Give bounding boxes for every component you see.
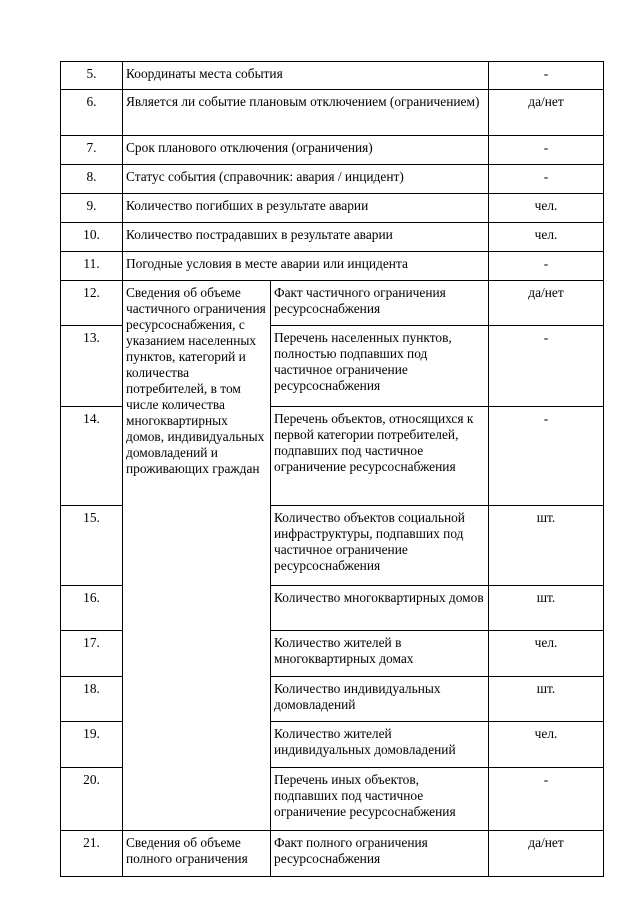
row-description: Погодные условия в месте аварии или инцидента bbox=[123, 252, 489, 281]
row-number: 19. bbox=[61, 722, 123, 768]
row-description: Координаты места события bbox=[123, 62, 489, 90]
row-number: 17. bbox=[61, 631, 123, 677]
group-label-partial: Сведения об объеме частичного ограничения ресурсоснабжения, с указанием населенных пунктов, категорий и количества потребителей, в том числе количества многоквартирных домов, индивидуальных домовладений и проживающих граждан bbox=[123, 281, 271, 831]
row-description: Количество жителей в многоквартирных домах bbox=[271, 631, 489, 677]
row-unit: шт. bbox=[489, 677, 604, 722]
row-number: 10. bbox=[61, 223, 123, 252]
row-unit: - bbox=[489, 768, 604, 831]
table-row bbox=[61, 62, 604, 90]
table-row bbox=[61, 223, 604, 252]
row-number: 7. bbox=[61, 136, 123, 165]
row-unit: - bbox=[489, 407, 604, 506]
row-description: Факт частичного ограничения ресурсоснабжения bbox=[271, 281, 489, 326]
row-description: Количество жителей индивидуальных домовладений bbox=[271, 722, 489, 768]
row-description: Перечень объектов, относящихся к первой категории потребителей, подпавших под частичное ограничение ресурсоснабжения bbox=[271, 407, 489, 506]
table-row bbox=[61, 281, 604, 326]
group-label-full: Сведения об объеме полного ограничения bbox=[123, 831, 271, 877]
table-body bbox=[61, 62, 604, 877]
row-description: Количество объектов социальной инфраструктуры, подпавших под частичное ограничение ресурсоснабжения bbox=[271, 506, 489, 586]
row-description: Перечень иных объектов, подпавших под частичное ограничение ресурсоснабжения bbox=[271, 768, 489, 831]
row-unit: чел. bbox=[489, 722, 604, 768]
row-number: 5. bbox=[61, 62, 123, 90]
row-unit: да/нет bbox=[489, 831, 604, 877]
row-description: Факт полного ограничения ресурсоснабжения bbox=[271, 831, 489, 877]
row-unit: - bbox=[489, 136, 604, 165]
row-unit: чел. bbox=[489, 223, 604, 252]
row-unit: - bbox=[489, 165, 604, 194]
row-number: 13. bbox=[61, 326, 123, 407]
row-unit: да/нет bbox=[489, 90, 604, 136]
row-unit: чел. bbox=[489, 194, 604, 223]
table-row bbox=[61, 194, 604, 223]
document-table bbox=[60, 61, 604, 877]
row-number: 11. bbox=[61, 252, 123, 281]
row-description: Статус события (справочник: авария / инцидент) bbox=[123, 165, 489, 194]
row-unit: шт. bbox=[489, 506, 604, 586]
row-number: 16. bbox=[61, 586, 123, 631]
row-number: 15. bbox=[61, 506, 123, 586]
row-number: 12. bbox=[61, 281, 123, 326]
row-unit: да/нет bbox=[489, 281, 604, 326]
row-number: 6. bbox=[61, 90, 123, 136]
table-row bbox=[61, 90, 604, 136]
row-description: Количество многоквартирных домов bbox=[271, 586, 489, 631]
row-number: 18. bbox=[61, 677, 123, 722]
row-number: 20. bbox=[61, 768, 123, 831]
table-row bbox=[61, 252, 604, 281]
row-unit: - bbox=[489, 252, 604, 281]
row-description: Срок планового отключения (ограничения) bbox=[123, 136, 489, 165]
row-description: Является ли событие плановым отключением (ограничением) bbox=[123, 90, 489, 136]
row-description: Перечень населенных пунктов, полностью подпавших под частичное ограничение ресурсоснабжения bbox=[271, 326, 489, 407]
row-unit: чел. bbox=[489, 631, 604, 677]
row-number: 9. bbox=[61, 194, 123, 223]
table-row bbox=[61, 165, 604, 194]
row-description: Количество индивидуальных домовладений bbox=[271, 677, 489, 722]
table-row bbox=[61, 831, 604, 877]
table-row bbox=[61, 136, 604, 165]
row-number: 14. bbox=[61, 407, 123, 506]
row-number: 21. bbox=[61, 831, 123, 877]
row-unit: - bbox=[489, 326, 604, 407]
row-description: Количество погибших в результате аварии bbox=[123, 194, 489, 223]
row-number: 8. bbox=[61, 165, 123, 194]
row-unit: шт. bbox=[489, 586, 604, 631]
row-description: Количество пострадавших в результате аварии bbox=[123, 223, 489, 252]
row-unit: - bbox=[489, 62, 604, 90]
